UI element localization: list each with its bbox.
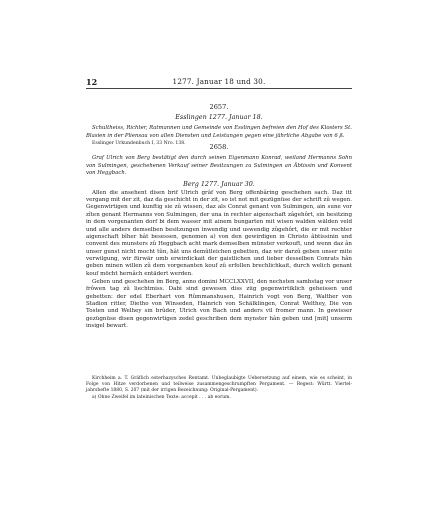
body-paragraph: Allen die ansehent disen brif Ulrich grâf von Berg offenbâring geschehen sach. Daz itt vergang mit der zit, daz da geschicht in der zit, so ist not mit gezügnüse der schrift zû wegen. Gegenwirtigen und kunftig sie zû wissen, daz als Conrat genant von Sulmingen, ain sune vor zîten genant Hermanns von Sulmingen, der una in rechter aigenschaft zâgehôrt, sin besitzing in dem vorgenanten dorf bi dem wasser mit ainem bungarten mit wisen walden wälden veld und alle anders demselben besitzungen inwendig und uswendig zûgehôrt, die er mit rechter aigenschaft bîher hât besessen, genomen a) von den gewirdigen in Christo âbtissinin und convent des munsters zû Heggbach acht mark demselben münster verkouft, und wenn daz ân unser gunst nicht mocht tûn, hât uns demûtleichen gebetten, daz wir darzû geben unser mite verwilgung, wir fürwär umb erwirdickait der gaistlichen und lieber desselben Conrats hân geben minen willen zû dem vorgenanten kouf zû erfollen brechlichkait, durch welich genant kouf möcht hernâch entädert werden. (86, 189, 352, 277)
footnotes (86, 376, 352, 401)
running-title: 1277. Januar 18 und 30. (172, 77, 266, 86)
page-header (86, 77, 352, 87)
document-source: Esslinger Urkundenbuch I, 33 Nro. 138. (92, 141, 186, 147)
page-number: 12 (86, 77, 98, 87)
document-dateline: Esslingen 1277. Januar 18. (175, 113, 263, 121)
document-number: 2657. (209, 103, 229, 111)
document-dateline: Berg 1277. Januar 30. (183, 179, 255, 188)
header-rule (86, 88, 352, 89)
source-note: Kirchheim a. T. Gräflich esterhazysches Rentamt. Unbeglaubigte Uebersetzung auf einem, wie es scheint, in Folge von Hitze verdorbenen und teilweise zusammengeschrumpften Pergament. — Regest: Württ. Viertel-jahrshefte 1880, S. 207 (mit der irrigen Bezeichnung: Original-Pergament). (86, 376, 352, 393)
document-body (86, 190, 352, 331)
document-number: 2658. (209, 143, 229, 151)
document-summary: Graf Ulrich von Berg bestätigt den durch seinen Eigenmann Konrad, weiland Hermanns Sohn von Sulmingen, geschehenen Verkauf seiner Besitzungen zu Sulmingen an Äbtissin und Konvent von Heggbach. (86, 155, 352, 177)
document-2658 (86, 143, 352, 330)
document-2657 (86, 103, 352, 147)
body-paragraph: Geben und geschehen im Berg, anno domini MCCLXXVII, den nechsten sambstag vor unser frôwen tag zû liechtmiss. Dabi sind gewesen diss züg gegenwirtiklich geheissen und gebetten: der edel Eberhart von Rûmmanshusen, Hainrich vogt von Berg, Walther von Stadion ritter, Dietho von Winseden, Hainrich von Schälklingen, Conrat Welthey, Die von Tosten und Welhey sin brûder, Ulrich von Bach und anders vil fromer mann. In gewisser gezügnüse disen gegenwirtigen zedel geschriben dem mynster hân geben und [mit] unserm insigel bewart. (86, 278, 352, 329)
footnote-a: a) Ohne Zweifel im lateinischen Texte: accepit . . . ab eorum. (92, 394, 231, 400)
document-summary: Schultheiss, Richter, Ratmannen und Gemeinde von Esslingen befreien den Hof des Klosters St. Blasien in der Pliensau von allen Diensten und Leistungen gegen eine jährliche Abgabe von 6 ß. (86, 125, 352, 139)
